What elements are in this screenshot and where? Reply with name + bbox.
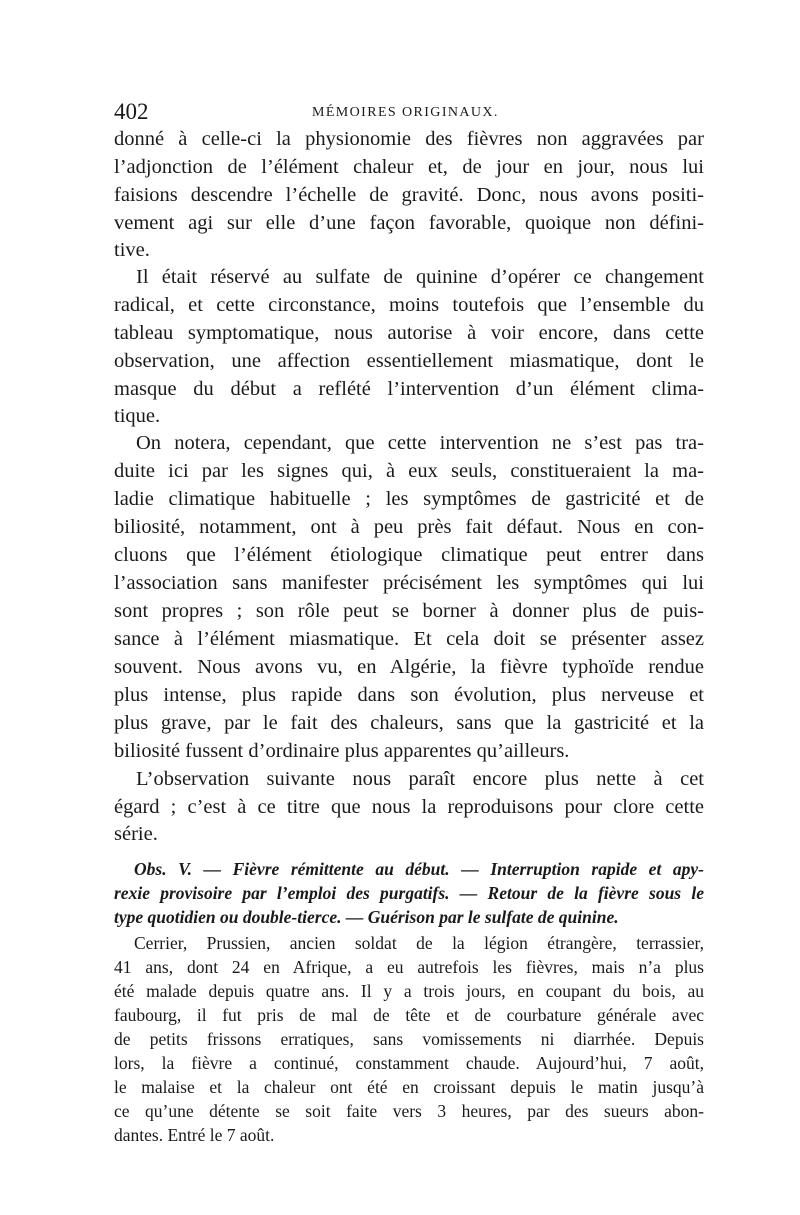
- body-line-18: sont propres ; son rôle peut se borner à donner plus de puis-: [114, 600, 704, 622]
- case-line-8: ce qu’une détente se soit faite vers 3 heures, par des sueurs abon-: [114, 1101, 704, 1121]
- body-line-26: série.: [114, 823, 158, 845]
- case-line-5: de petits frissons erratiques, sans vomissements ni diarrhée. Depuis: [114, 1029, 704, 1049]
- observation-heading-line-3: type quotidien ou double-tierce. — Guérison par le sulfate de quinine.: [114, 907, 619, 927]
- body-line-6: Il était réservé au sulfate de quinine d’opérer ce changement: [136, 266, 704, 288]
- body-line-3: faisions descendre l’échelle de gravité. Donc, nous avons positi-: [114, 184, 704, 206]
- case-line-3: été malade depuis quatre ans. Il y a trois jours, en coupant du bois, au: [114, 981, 704, 1001]
- case-line-6: lors, la fièvre a continué, constamment chaude. Aujourd’hui, 7 août,: [114, 1053, 704, 1073]
- body-line-13: duite ici par les signes qui, à eux seuls, constitueraient la ma-: [114, 460, 704, 482]
- case-line-2: 41 ans, dont 24 en Afrique, a eu autrefois les fièvres, mais n’a plus: [114, 957, 704, 977]
- body-line-4: vement agi sur elle d’une façon favorable, quoique non défini-: [114, 212, 704, 234]
- body-line-11: tique.: [114, 405, 161, 427]
- case-line-7: le malaise et la chaleur ont été en croissant depuis le matin jusqu’à: [114, 1077, 704, 1097]
- body-line-5: tive.: [114, 239, 150, 261]
- case-line-9: dantes. Entré le 7 août.: [114, 1125, 275, 1145]
- page-number: 402: [114, 99, 149, 124]
- body-line-24: L’observation suivante nous paraît encore plus nette à cet: [136, 768, 704, 790]
- body-line-1: donné à celle-ci la physionomie des fièvres non aggravées par: [114, 128, 704, 150]
- body-line-15: biliosité, notamment, ont à peu près fait défaut. Nous en con-: [114, 516, 704, 538]
- body-line-20: souvent. Nous avons vu, en Algérie, la fièvre typhoïde rendue: [114, 656, 704, 678]
- body-line-25: égard ; c’est à ce titre que nous la reproduisons pour clore cette: [114, 796, 704, 818]
- body-line-17: l’association sans manifester précisément les symptômes qui lui: [114, 572, 704, 594]
- body-line-22: plus grave, par le fait des chaleurs, sans que la gastricité et la: [114, 712, 704, 734]
- body-line-10: masque du début a reflété l’intervention d’un élément clima-: [114, 378, 704, 400]
- running-title: MÉMOIRES ORIGINAUX.: [312, 105, 499, 120]
- body-line-14: ladie climatique habituelle ; les symptômes de gastricité et de: [114, 488, 704, 510]
- body-line-12: On notera, cependant, que cette intervention ne s’est pas tra-: [136, 432, 704, 454]
- case-line-1: Cerrier, Prussien, ancien soldat de la légion étrangère, terrassier,: [134, 933, 704, 953]
- body-line-2: l’adjonction de l’élément chaleur et, de jour en jour, nous lui: [114, 156, 704, 178]
- body-line-19: sance à l’élément miasmatique. Et cela doit se présenter assez: [114, 628, 704, 650]
- body-line-16: cluons que l’élément étiologique climatique peut entrer dans: [114, 544, 704, 566]
- body-line-21: plus intense, plus rapide dans son évolution, plus nerveuse et: [114, 684, 704, 706]
- page-header: [114, 100, 704, 124]
- case-line-4: faubourg, il fut pris de mal de tête et de courbature générale avec: [114, 1005, 704, 1025]
- body-line-9: observation, une affection essentiellement miasmatique, dont le: [114, 350, 704, 372]
- body-line-7: radical, et cette circonstance, moins toutefois que l’ensemble du: [114, 294, 704, 316]
- body-line-23: biliosité fussent d’ordinaire plus apparentes qu’ailleurs.: [114, 740, 570, 762]
- body-line-8: tableau symptomatique, nous autorise à voir encore, dans cette: [114, 322, 704, 344]
- observation-heading-line-2: rexie provisoire par l’emploi des purgatifs. — Retour de la fièvre sous le: [114, 883, 704, 903]
- observation-heading-line-1: Obs. V. — Fièvre rémittente au début. — Interruption rapide et apy-: [134, 859, 704, 879]
